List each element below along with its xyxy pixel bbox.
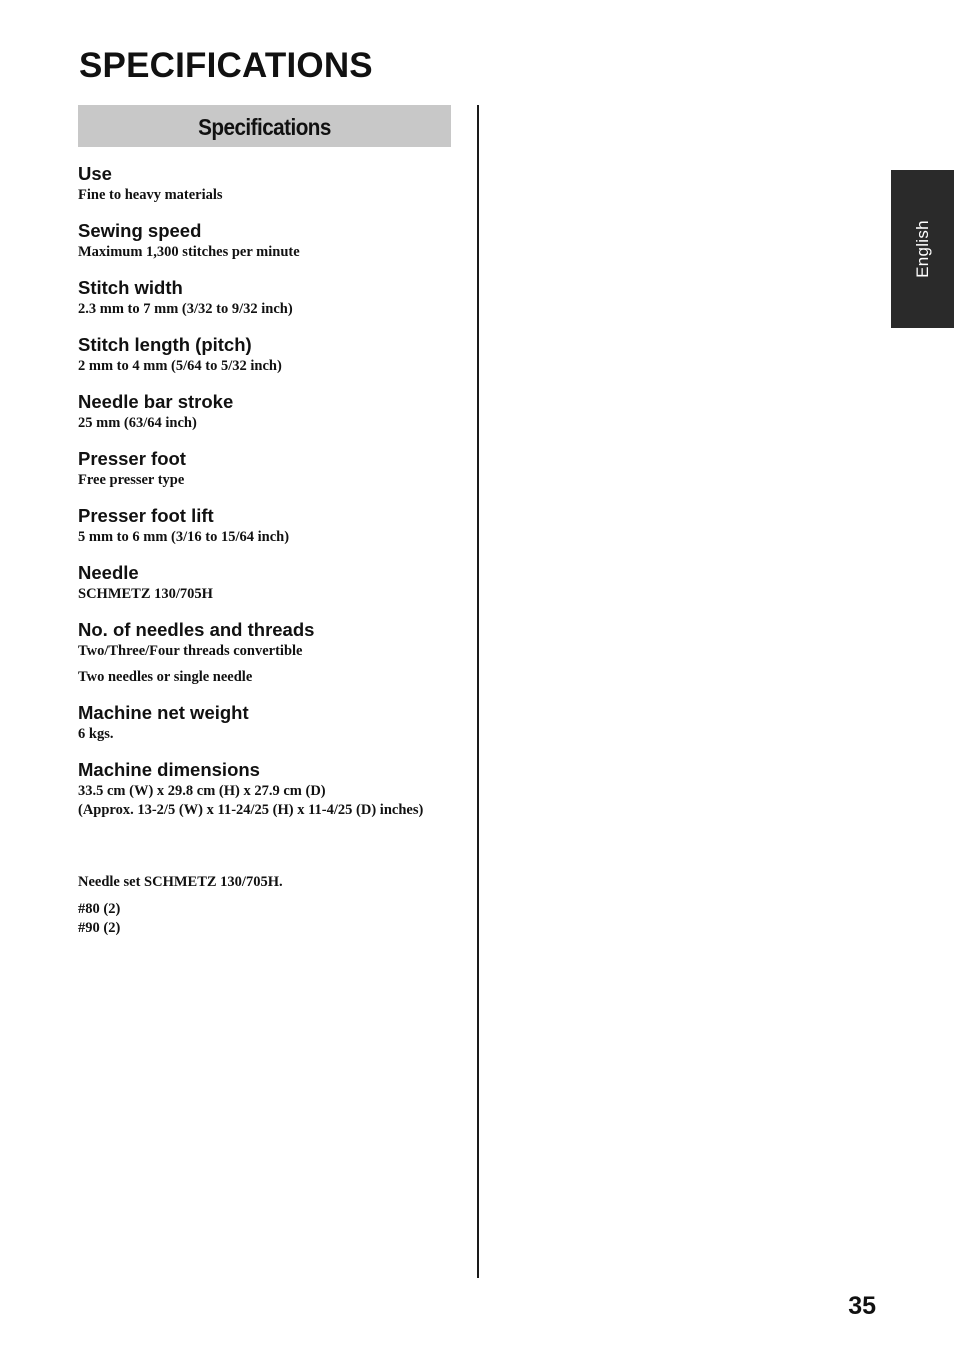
spec-use xyxy=(78,162,458,205)
needle-90-note: #90 (2) xyxy=(78,920,121,936)
spec-label: Machine net weight xyxy=(78,702,249,723)
needle-80-note: #80 (2) xyxy=(78,901,121,917)
page-number: 35 xyxy=(848,1292,876,1320)
spec-value: 2 mm to 4 mm (5/64 to 5/32 inch) xyxy=(78,358,282,374)
spec-label: Presser foot xyxy=(78,448,186,469)
spec-label: Stitch length (pitch) xyxy=(78,334,252,355)
spec-value: 5 mm to 6 mm (3/16 to 15/64 inch) xyxy=(78,529,290,545)
spec-label: Machine dimensions xyxy=(78,759,260,780)
spec-needle-bar-stroke xyxy=(78,390,458,433)
spec-label: Needle xyxy=(78,562,139,583)
spec-value-secondary: Two needles or single needle xyxy=(78,669,253,685)
spec-label: No. of needles and threads xyxy=(78,619,315,640)
column-divider xyxy=(477,105,479,1278)
page-title: SPECIFICATIONS xyxy=(79,46,373,85)
spec-needle xyxy=(78,561,458,604)
spec-value: 33.5 cm (W) x 29.8 cm (H) x 27.9 cm (D) xyxy=(78,783,326,799)
spec-value: Two/Three/Four threads convertible xyxy=(78,643,303,659)
spec-value-secondary: (Approx. 13-2/5 (W) x 11-24/25 (H) x 11-4/25 (D) inches) xyxy=(78,802,424,818)
spec-label: Presser foot lift xyxy=(78,505,214,526)
spec-label: Sewing speed xyxy=(78,220,202,241)
spec-label: Stitch width xyxy=(78,277,183,298)
spec-sewing-speed xyxy=(78,219,458,262)
spec-label: Use xyxy=(78,163,112,184)
spec-value: Fine to heavy materials xyxy=(78,187,223,203)
section-title: Specifications xyxy=(198,114,331,140)
section-header xyxy=(78,105,451,147)
spec-value: Maximum 1,300 stitches per minute xyxy=(78,244,300,260)
spec-stitch-width xyxy=(78,276,458,319)
spec-needles-and-threads xyxy=(78,618,458,687)
spec-value: SCHMETZ 130/705H xyxy=(78,586,213,602)
spec-presser-foot xyxy=(78,447,458,490)
spec-value: 2.3 mm to 7 mm (3/32 to 9/32 inch) xyxy=(78,301,293,317)
spec-value: Free presser type xyxy=(78,472,185,488)
spec-machine-dimensions xyxy=(78,758,458,820)
spec-machine-net-weight xyxy=(78,701,458,744)
spec-value: 25 mm (63/64 inch) xyxy=(78,415,197,431)
spec-stitch-length xyxy=(78,333,458,376)
spec-value: 6 kgs. xyxy=(78,726,114,742)
language-tab xyxy=(891,170,954,328)
language-label: English xyxy=(912,220,932,278)
spec-presser-foot-lift xyxy=(78,504,458,547)
needle-set-note: Needle set SCHMETZ 130/705H. xyxy=(78,874,283,890)
spec-label: Needle bar stroke xyxy=(78,391,234,412)
